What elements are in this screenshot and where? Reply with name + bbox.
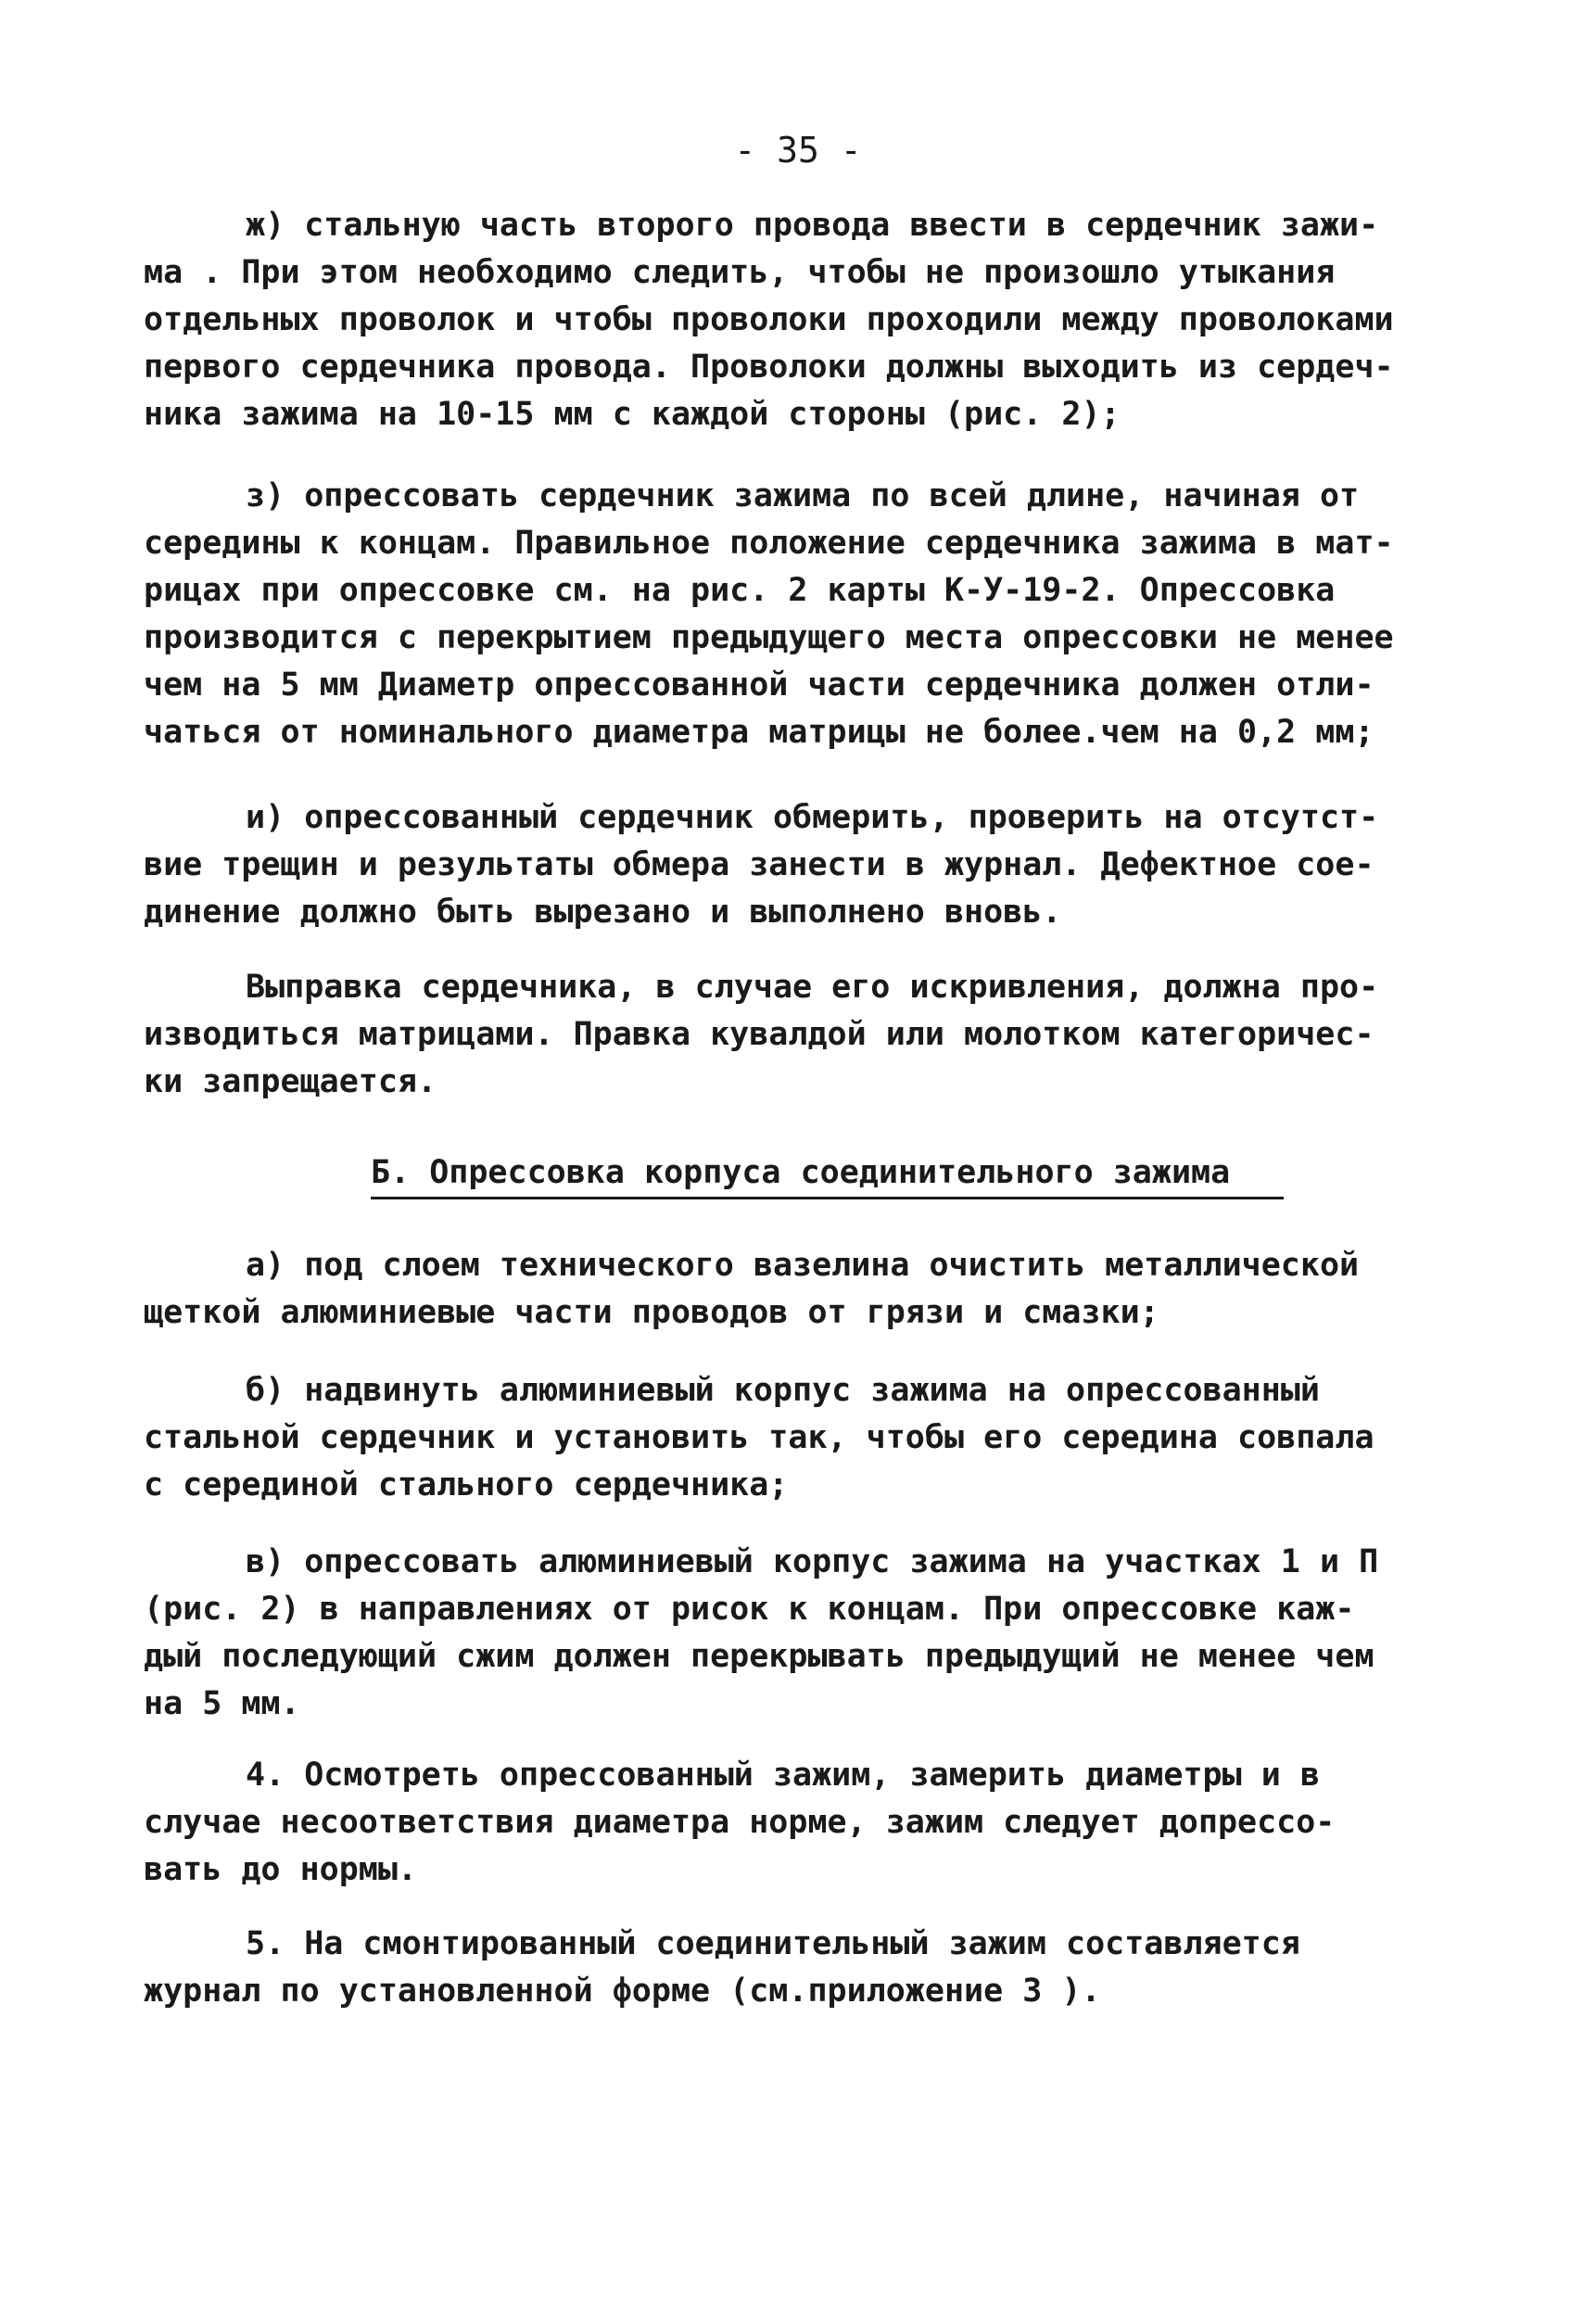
text-line: (рис. 2) в направлениях от рисок к концам. При опрессовке каж- bbox=[144, 1591, 1355, 1628]
text-line: первого сердечника провода. Проволоки должны выходить из сердеч- bbox=[144, 349, 1394, 386]
text-line: з) опрессовать сердечник зажима по всей длине, начиная от bbox=[246, 477, 1360, 514]
text-line: изводиться матрицами. Правка кувалдой или молотком категоричес- bbox=[144, 1016, 1374, 1053]
text-line: стальной сердечник и установить так, чтобы его середина совпала bbox=[144, 1419, 1374, 1456]
text-line: 4. Осмотреть опрессованный зажим, замерить диаметры и в bbox=[246, 1757, 1320, 1794]
paragraph-vypravka bbox=[144, 964, 1460, 1106]
text-line: щеткой алюминиевые части проводов от грязи и смазки; bbox=[144, 1294, 1159, 1331]
text-line: производится с перекрытием предыдущего места опрессовки не менее bbox=[144, 619, 1394, 656]
text-line: динение должно быть вырезано и выполнено вновь. bbox=[144, 894, 1062, 931]
text-line: на 5 мм. bbox=[144, 1685, 300, 1722]
text-line: случае несоответствия диаметра норме, зажим следует допрессо- bbox=[144, 1804, 1336, 1841]
paragraph-a bbox=[144, 1242, 1460, 1337]
text-line: ника зажима на 10-15 мм с каждой стороны (рис. 2); bbox=[144, 396, 1121, 433]
paragraph-5 bbox=[144, 1921, 1460, 2015]
paragraph-i bbox=[144, 794, 1460, 936]
text-line: рицах при опрессовке см. на рис. 2 карты К-У-19-2. Опрессовка bbox=[144, 572, 1336, 609]
text-line: ки запрещается. bbox=[144, 1063, 437, 1100]
text-line: вать до нормы. bbox=[144, 1851, 418, 1888]
text-line: б) надвинуть алюминиевый корпус зажима на опрессованный bbox=[246, 1372, 1320, 1409]
paragraph-v bbox=[144, 1539, 1460, 1728]
page-number: - 35 - bbox=[734, 130, 862, 171]
paragraph-4 bbox=[144, 1752, 1460, 1894]
text-line: вие трещин и результаты обмера занести в журнал. Дефектное сое- bbox=[144, 846, 1374, 883]
paragraph-zh bbox=[144, 202, 1460, 438]
section-title-underline bbox=[371, 1197, 1284, 1199]
text-line: дый последующий сжим должен перекрывать предыдущий не менее чем bbox=[144, 1638, 1374, 1675]
paragraph-z bbox=[144, 473, 1460, 756]
text-line: чаться от номинального диаметра матрицы не более.чем на 0,2 мм; bbox=[144, 714, 1374, 751]
text-line: ж) стальную часть второго провода ввести в сердечник зажи- bbox=[246, 207, 1379, 244]
text-line: и) опрессованный сердечник обмерить, проверить на отсутст- bbox=[246, 799, 1379, 836]
paragraph-b bbox=[144, 1367, 1460, 1509]
text-line: середины к концам. Правильное положение сердечника зажима в мат- bbox=[144, 525, 1394, 562]
text-line: 5. На смонтированный соединительный зажим составляется bbox=[246, 1925, 1300, 1962]
text-line: с серединой стального сердечника; bbox=[144, 1466, 789, 1503]
text-line: отдельных проволок и чтобы проволоки проходили между проволоками bbox=[144, 301, 1394, 338]
text-line: в) опрессовать алюминиевый корпус зажима на участках 1 и П bbox=[246, 1543, 1379, 1580]
text-line: чем на 5 мм Диаметр опрессованной части сердечника должен отли- bbox=[144, 666, 1374, 704]
text-line: а) под слоем технического вазелина очистить металлической bbox=[246, 1247, 1360, 1284]
text-line: журнал по установленной форме (см.приложение 3 ). bbox=[144, 1973, 1101, 2010]
section-title: Б. Опрессовка корпуса соединительного зажима bbox=[371, 1154, 1231, 1191]
text-line: Выправка сердечника, в случае его искривления, должна про- bbox=[246, 969, 1379, 1006]
text-line: ма . При этом необходимо следить, чтобы не произошло утыкания bbox=[144, 254, 1336, 291]
